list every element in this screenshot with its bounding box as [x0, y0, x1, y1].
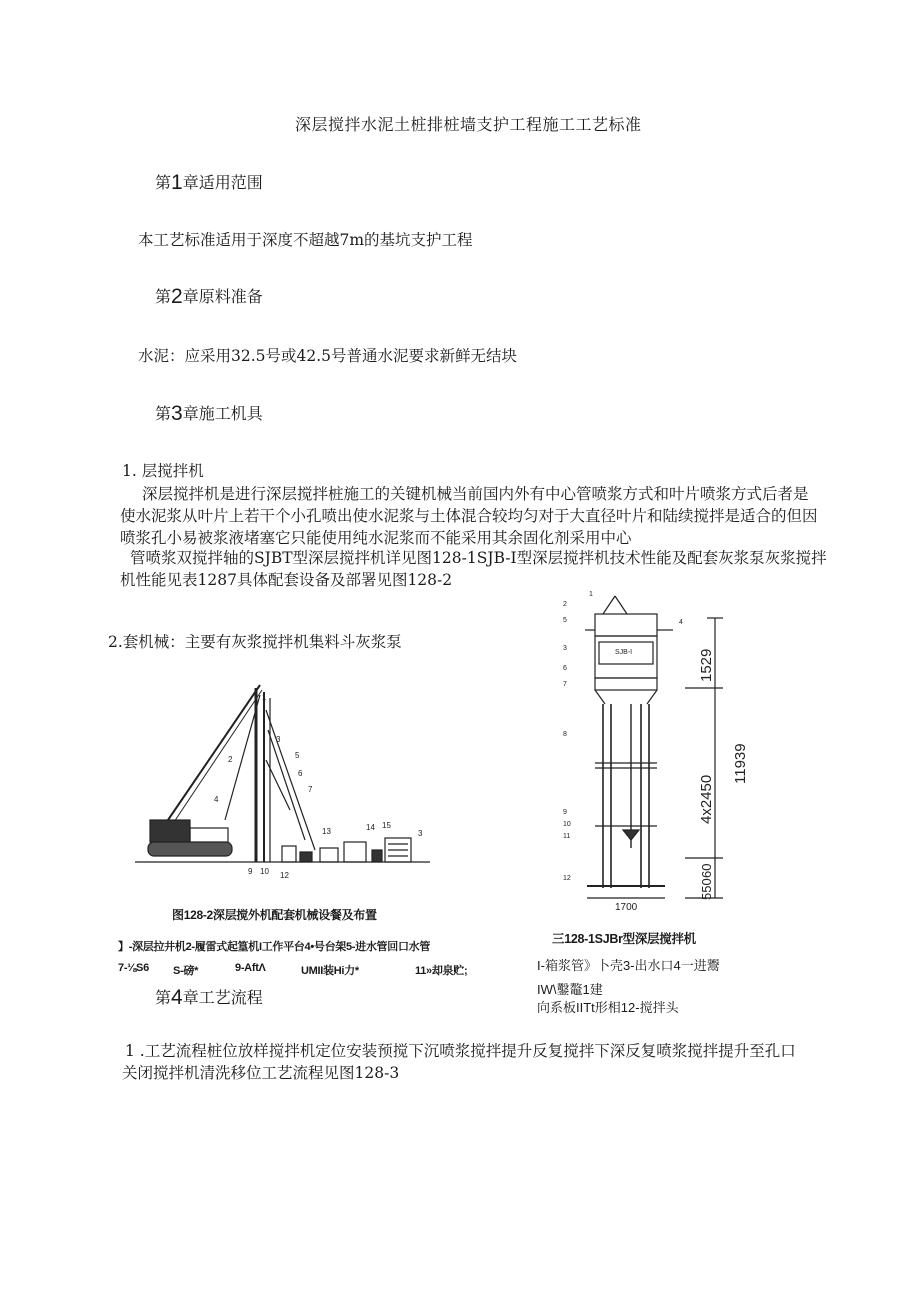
- section-1-paragraph-2: [120, 547, 827, 591]
- callout-label: 3: [563, 645, 567, 652]
- mixer-box: [344, 842, 366, 862]
- callout-label: 12: [280, 871, 289, 880]
- legend-item: 7-⅛S6: [118, 962, 149, 974]
- chapter-2-heading: 第2章原料准备: [155, 285, 263, 308]
- mixer-elevation-figure: [555, 588, 755, 916]
- callout-label: 2: [228, 755, 233, 764]
- figure-right-caption: 三128-1SJBr型深层搅拌机: [552, 932, 696, 946]
- section-1-paragraph-1: [120, 483, 820, 549]
- callout-label: 5: [295, 751, 300, 760]
- chapter-2-text: 水泥：应采用32.5号或42.5号普通水泥要求新鲜无结块: [138, 347, 518, 365]
- top-cable: [603, 596, 615, 614]
- pump-box: [300, 852, 312, 862]
- callout-label: 4: [679, 619, 683, 626]
- callout-label: 7: [563, 681, 567, 688]
- gearbox: [595, 678, 657, 690]
- callout-label: 3: [418, 829, 423, 838]
- callout-label: 6: [298, 769, 303, 778]
- crane-track: [148, 842, 232, 856]
- section-2-heading: 2.套机械：主要有灰浆搅拌机集料斗灰浆泵: [108, 633, 402, 651]
- chapter-4-paragraph: [122, 1040, 822, 1084]
- figure-right-legend-line: I-箱浆管》卜壳3-出水口4一进鬻: [537, 958, 720, 973]
- callout-label: 10: [563, 821, 571, 828]
- gearbox-taper: [595, 690, 605, 704]
- figure-left-caption: 图128-2深层搅外机配套机械设餐及布置: [172, 908, 377, 922]
- figure-right-legend-line: 向系板IITt形相12-搅拌头: [537, 1000, 679, 1015]
- callout-label: 1: [589, 591, 593, 598]
- crane-cab: [150, 820, 190, 842]
- dimension-label: 60: [699, 863, 714, 878]
- callout-label: 4: [214, 795, 219, 804]
- chapter-1-heading: 第1章适用范围: [155, 171, 263, 194]
- head-housing: [595, 614, 657, 636]
- callout-label: 14: [366, 823, 375, 832]
- callout-label: 10: [260, 867, 269, 876]
- text-line: 关闭搅拌机清洗移位工艺流程见图128-3: [122, 1064, 400, 1082]
- text-line: 喷浆孔小易被浆液堵塞它只能使用纯水泥浆而不能采用其余固化剂采用中心: [120, 529, 632, 547]
- gearbox-taper: [647, 690, 657, 704]
- figure-left-legend-line-1: 】-深层拉井机2-履雷式起篁机I工作平台4•号台架5-进水管回口水管: [118, 941, 431, 953]
- dimension-label: 11939: [732, 743, 749, 784]
- stay-cable: [268, 730, 305, 840]
- tank-box: [372, 850, 382, 862]
- callout-label: 8: [563, 731, 567, 738]
- text-line: 1 .工艺流程桩位放样搅拌机定位安装预搅下沉喷浆搅拌提升反复搅拌下深反复喷浆搅拌提升至孔口: [125, 1042, 796, 1060]
- section-1-heading: 1. 层搅拌机: [122, 462, 204, 480]
- figure-right-legend-line: IW\鑿鼇1建: [537, 982, 603, 997]
- callout-label: 1: [262, 693, 267, 702]
- document-title: 深层搅拌水泥土桩排桩墙支护工程施工工艺标准: [295, 115, 642, 134]
- machine-layout-figure: [130, 670, 440, 885]
- callout-label: 9: [248, 867, 253, 876]
- callout-label: 6: [563, 665, 567, 672]
- callout-label: 5: [563, 617, 567, 624]
- callout-label: 9: [563, 809, 567, 816]
- callout-label: 2: [563, 601, 567, 608]
- dimension-label: 4x2450: [698, 774, 715, 824]
- callout-label: 3: [276, 735, 281, 744]
- text-line: 管喷浆双搅拌轴的SJBT型深层搅拌机详见图128-1SJB-I型深层搅拌机技术性能及配套灰浆泵灰浆搅拌: [130, 549, 827, 567]
- chapter-3-heading: 第3章施工机具: [155, 402, 263, 425]
- stay-cable: [266, 710, 315, 850]
- callout-label: 12: [563, 875, 571, 882]
- text-line: 机性能见表1287具体配套设备及部署见图128-2: [120, 571, 453, 589]
- legend-item: 9-AftΛ: [235, 962, 266, 974]
- cone-tip: [623, 830, 639, 840]
- callout-label: 13: [322, 827, 331, 836]
- chapter-4-heading: 第4章工艺流程: [155, 986, 263, 1009]
- legend-item: UMII装Hi力*: [301, 965, 359, 977]
- text-line: 深层搅拌机是进行深层搅拌桩施工的关键机械当前国内外有中心管喷浆方式和叶片喷浆方式后者是: [142, 485, 809, 503]
- text-line: 使水泥浆从叶片上若干个小孔喷出使水泥浆与土体混合较均匀对于大直径叶片和陆续搅拌是适合的但因: [120, 507, 818, 525]
- dimension-label: 1529: [698, 648, 715, 682]
- dimension-label: 1700: [615, 902, 638, 913]
- dimension-label: 550: [699, 878, 714, 900]
- platform-box: [282, 846, 296, 862]
- box-label: SJB-I: [615, 649, 633, 656]
- legend-item: 11»却泉贮;: [415, 965, 468, 977]
- legend-item: S-磅*: [173, 965, 199, 977]
- callout-label: 7: [308, 785, 313, 794]
- top-cable: [615, 596, 627, 614]
- callout-label: 11: [563, 833, 571, 840]
- callout-label: 15: [382, 821, 391, 830]
- hopper-box: [320, 848, 338, 862]
- chapter-1-text: 本工艺标准适用于深度不超越7m的基坑支护工程: [138, 231, 473, 249]
